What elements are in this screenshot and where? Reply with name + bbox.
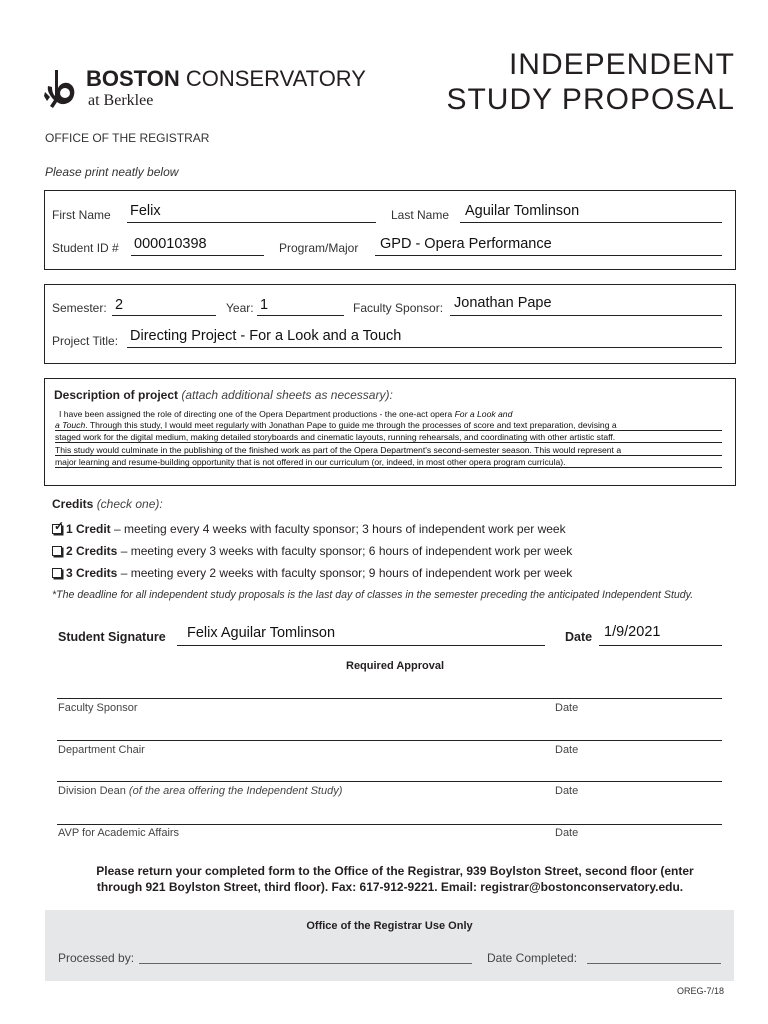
project-title-field[interactable]	[127, 347, 722, 348]
program-value: GPD - Opera Performance	[380, 236, 552, 252]
logo-brand-light: CONSERVATORY	[185, 66, 366, 91]
checkmark-icon: ✓	[54, 519, 65, 533]
opera-title-text: For a Look and	[454, 409, 513, 419]
last-name-label: Last Name	[391, 208, 450, 222]
approval-line-faculty-sponsor[interactable]	[57, 698, 722, 699]
return-instructions-line1: Please return your completed form to the Office of the Registrar, 939 Boylston Street, second floor (enter	[96, 864, 694, 878]
logo-brand-bold: BOSTON	[86, 66, 180, 91]
student-signature-label: Student Signature	[58, 630, 166, 644]
approval-label-faculty-sponsor: Faculty Sponsor	[58, 702, 138, 714]
year-label: Year:	[226, 301, 254, 315]
logo-sub: at Berklee	[88, 92, 154, 109]
signature-date-value: 1/9/2021	[604, 624, 661, 640]
semester-field[interactable]	[112, 315, 216, 316]
student-signature-value: Felix Aguilar Tomlinson	[187, 625, 336, 641]
opera-title-text: a Touch	[55, 420, 86, 430]
program-label: Program/Major	[279, 241, 359, 255]
description-heading	[54, 388, 393, 402]
approval-role-note: (of the area offering the Independent Study)	[125, 785, 343, 797]
approval-label-department-chair: Department Chair	[58, 744, 145, 756]
description-heading-note: (attach additional sheets as necessary):	[181, 388, 393, 402]
student-info-box	[44, 190, 736, 270]
credit-option-1[interactable]	[52, 519, 566, 536]
student-id-field[interactable]	[131, 255, 264, 256]
approval-date-label: Date	[555, 744, 579, 756]
program-field[interactable]	[375, 255, 722, 256]
description-text: I have been assigned the role of directing one of the Opera Department productions - the one-act opera	[59, 409, 455, 419]
project-title-value: Directing Project - For a Look and a Touch	[130, 328, 402, 344]
approval-line-avp[interactable]	[57, 824, 722, 825]
description-rule	[55, 430, 722, 431]
student-id-label: Student ID #	[52, 241, 119, 255]
description-text: . Through this study, I would meet regularly with Jonathan Pape to guide me through the processes of score and text preparation, devising a	[85, 420, 617, 430]
office-use-heading: Office of the Registrar Use Only	[306, 920, 473, 932]
date-completed-field[interactable]	[587, 963, 721, 964]
logo	[44, 66, 374, 116]
signature-date-field[interactable]	[599, 645, 722, 646]
credits-heading-note: (check one):	[96, 497, 163, 511]
form-title-line2: STUDY PROPOSAL	[446, 83, 735, 116]
credit-label: 2 Credits	[66, 544, 118, 558]
signature-date-label: Date	[565, 630, 593, 644]
approval-line-department-chair[interactable]	[57, 740, 722, 741]
last-name-field[interactable]	[460, 222, 722, 223]
first-name-field[interactable]	[127, 222, 376, 223]
processed-by-field[interactable]	[139, 963, 472, 964]
form-title-line1: INDEPENDENT	[508, 48, 735, 81]
project-info-box	[44, 284, 736, 364]
approval-role: Division Dean	[58, 785, 126, 797]
description-rule	[55, 442, 722, 443]
checkbox-2-credits[interactable]	[52, 546, 62, 556]
year-value: 1	[260, 297, 269, 313]
deadline-note: *The deadline for all independent study proposals is the last day of classes in the semester preceding the anticipated Independent Study.	[52, 589, 694, 601]
approval-date-label: Date	[555, 702, 579, 714]
checkbox-3-credits[interactable]	[52, 568, 62, 578]
credits-heading-label: Credits	[52, 497, 94, 511]
processed-by-label: Processed by:	[58, 951, 135, 965]
checkbox-1-credit[interactable]	[52, 519, 65, 534]
approval-label-division-dean	[58, 785, 342, 797]
student-signature-field[interactable]	[177, 645, 545, 646]
credit-option-2[interactable]	[52, 544, 572, 558]
project-title-label: Project Title:	[52, 334, 119, 348]
last-name-value: Aguilar Tomlinson	[465, 203, 580, 219]
description-line-2	[55, 420, 617, 430]
credit-detail: – meeting every 3 weeks with faculty sponsor; 6 hours of independent work per week	[117, 544, 573, 558]
first-name-value: Felix	[130, 203, 161, 219]
form-code: OREG-7/18	[676, 986, 724, 996]
description-rule	[55, 455, 722, 456]
approval-line-division-dean[interactable]	[57, 781, 722, 782]
credits-heading	[52, 497, 163, 511]
semester-value: 2	[115, 297, 124, 313]
description-line-4: This study would culminate in the publishing of the finished work as part of the Opera Department's second-semester season. This would represent a	[55, 445, 622, 455]
credit-label: 3 Credits	[66, 566, 118, 580]
conservatory-b-logo-icon	[44, 68, 80, 112]
description-rule	[55, 467, 722, 468]
approval-date-label: Date	[555, 827, 579, 839]
description-line-5: major learning and resume-building opportunity that is not offered in our curriculum (or, indeed, in most other opera program curricula).	[55, 457, 566, 467]
faculty-sponsor-label: Faculty Sponsor:	[353, 301, 444, 315]
description-line-3: staged work for the digital medium, making detailed storyboards and cinematic layouts, running rehearsals, and coordinating with other artistic staff.	[55, 432, 616, 442]
year-field[interactable]	[257, 315, 344, 316]
semester-label: Semester:	[52, 301, 107, 315]
credit-detail: – meeting every 2 weeks with faculty sponsor; 9 hours of independent work per week	[117, 566, 573, 580]
description-line-1	[59, 409, 512, 419]
credit-label: 1 Credit	[66, 522, 111, 536]
first-name-label: First Name	[52, 208, 111, 222]
credit-option-3[interactable]	[52, 566, 572, 580]
student-id-value: 000010398	[134, 236, 207, 252]
faculty-sponsor-field[interactable]	[450, 315, 722, 316]
instruction-text: Please print neatly below	[45, 165, 179, 179]
approval-label-avp: AVP for Academic Affairs	[58, 827, 180, 839]
office-label: OFFICE OF THE REGISTRAR	[45, 131, 210, 145]
approval-date-label: Date	[555, 785, 579, 797]
required-approval-heading: Required Approval	[346, 660, 444, 672]
date-completed-label: Date Completed:	[487, 951, 578, 965]
credit-detail: – meeting every 4 weeks with faculty sponsor; 3 hours of independent work per week	[110, 522, 566, 536]
description-heading-label: Description of project	[54, 388, 179, 402]
return-instructions-line2: through 921 Boylston Street, third floor). Fax: 617-912-9221. Email: registrar@bostonconservatory.edu.	[96, 880, 684, 894]
faculty-sponsor-value: Jonathan Pape	[454, 295, 552, 311]
